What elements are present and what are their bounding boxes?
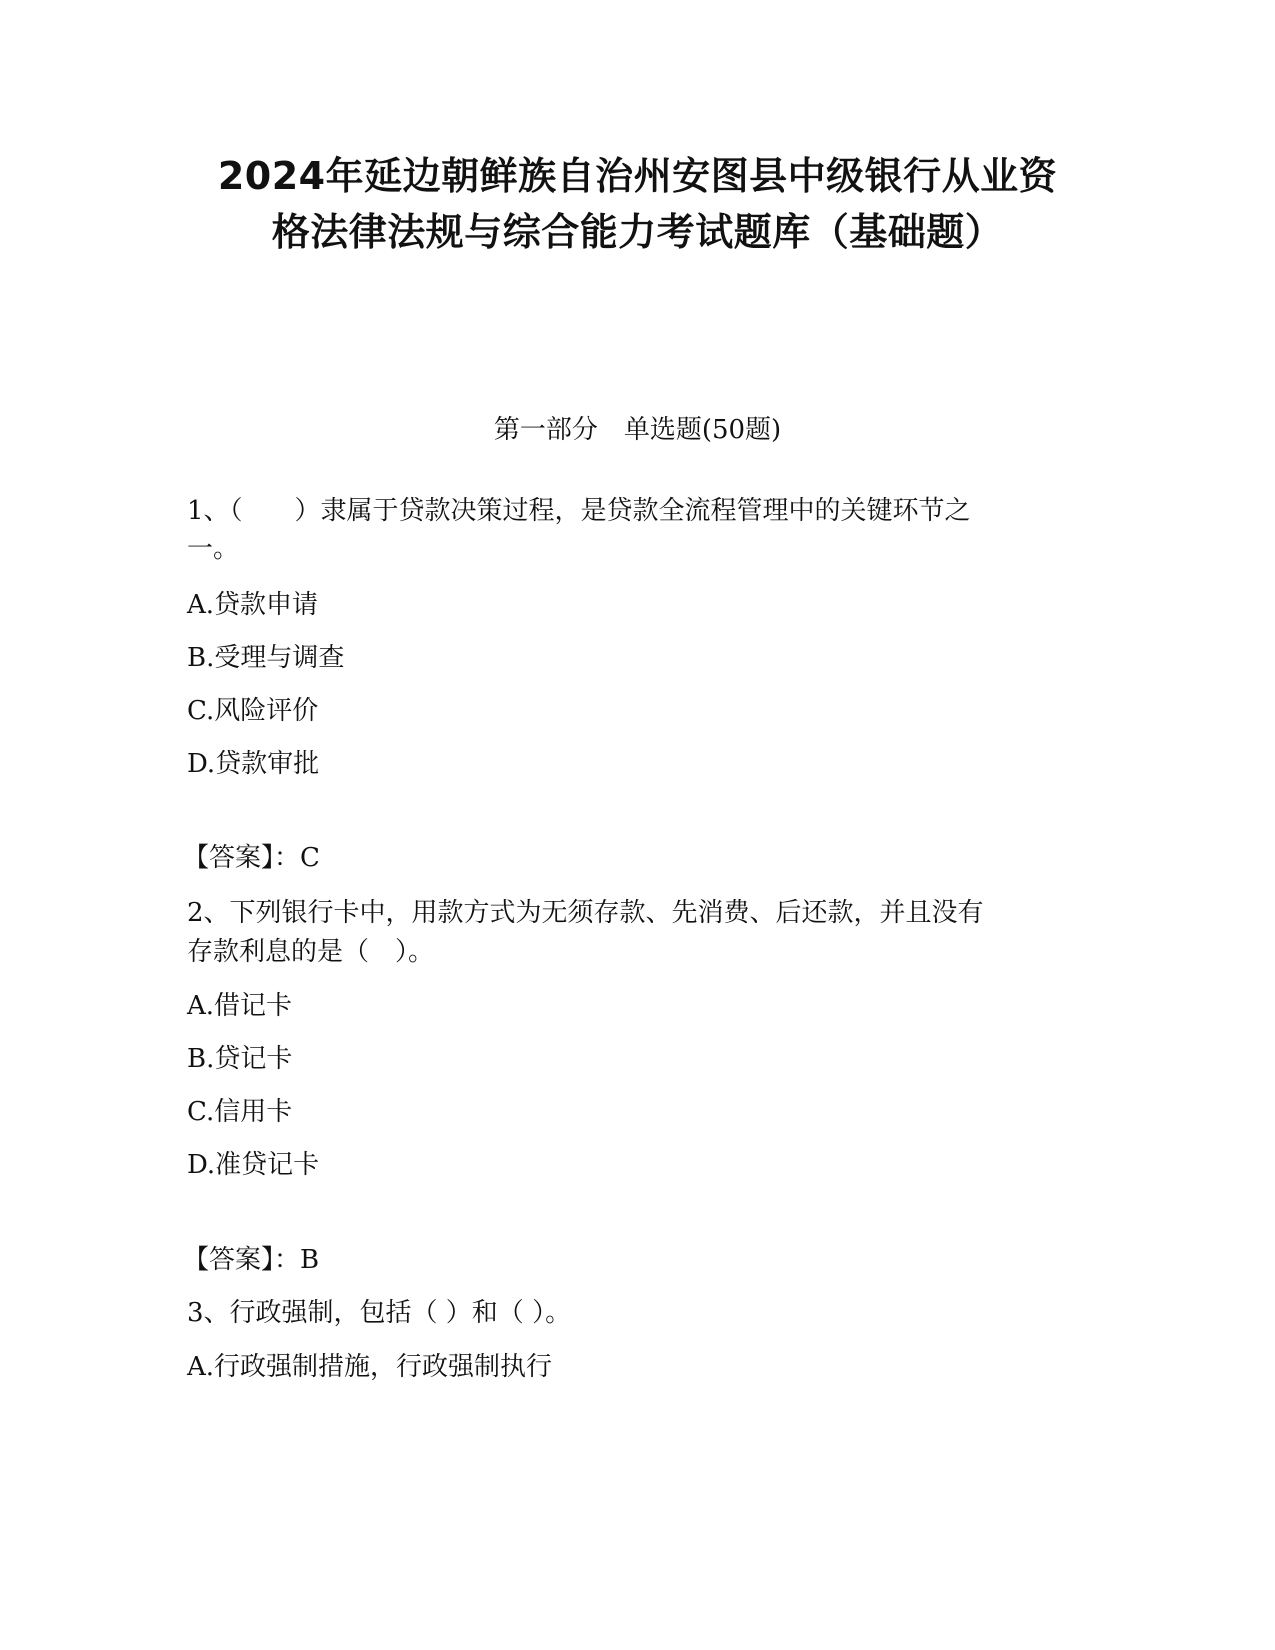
question-2-option-d: D.准贷记卡 xyxy=(187,1150,320,1180)
question-2-stem-line-2: 存款利息的是（ ）。 xyxy=(187,937,435,967)
question-1-option-a: A.贷款申请 xyxy=(187,590,319,620)
question-2-option-a: A.借记卡 xyxy=(187,991,293,1021)
question-2-option-b: B.贷记卡 xyxy=(187,1044,293,1074)
question-2-option-c: C.信用卡 xyxy=(187,1097,293,1127)
section-heading: 第一部分 单选题(50题) xyxy=(493,415,782,445)
question-2-stem-line-1: 2、下列银行卡中，用款方式为无须存款、先消费、后还款，并且没有 xyxy=(187,898,984,928)
title-line-1: 2024年延边朝鲜族自治州安图县中级银行从业资 xyxy=(217,154,1058,198)
question-1-option-c: C.风险评价 xyxy=(187,696,319,726)
title-line-2: 格法律法规与综合能力考试题库（基础题） xyxy=(271,210,1004,254)
question-1-stem-line-1: 1、（ ）隶属于贷款决策过程，是贷款全流程管理中的关键环节之 xyxy=(187,496,971,526)
question-1-option-d: D.贷款审批 xyxy=(187,749,320,779)
question-3-stem-line-1: 3、行政强制，包括（ ）和（ ）。 xyxy=(187,1298,572,1328)
question-1-option-b: B.受理与调查 xyxy=(187,643,345,673)
question-3-option-a: A.行政强制措施，行政强制执行 xyxy=(187,1352,553,1382)
question-2-answer: 【答案】：B xyxy=(183,1245,320,1275)
question-1-answer: 【答案】：C xyxy=(183,843,320,873)
question-1-stem-line-2: 一。 xyxy=(187,534,240,564)
document-title xyxy=(150,148,1125,260)
